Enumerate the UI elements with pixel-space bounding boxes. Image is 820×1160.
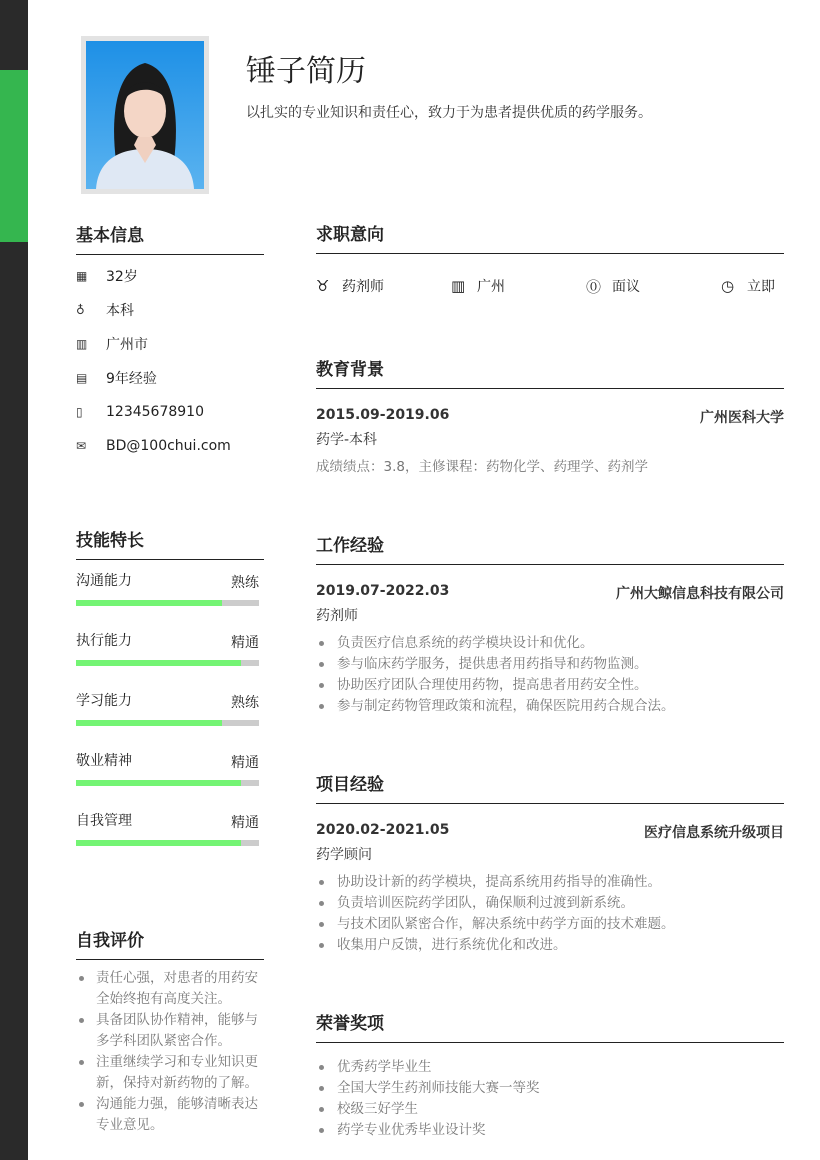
edu-school: 广州医科大学 bbox=[700, 410, 784, 426]
list-item: 全国大学生药剂师技能大赛一等奖 bbox=[316, 1078, 784, 1099]
skill-bar bbox=[76, 780, 259, 786]
info-text: BD@100chui.com bbox=[106, 438, 231, 454]
basic-info-section bbox=[76, 221, 264, 463]
info-item bbox=[76, 259, 264, 293]
skill-bar bbox=[76, 840, 259, 846]
skill-item bbox=[76, 810, 264, 860]
section-title: 工作经验 bbox=[316, 531, 784, 565]
job-intent-section bbox=[316, 220, 784, 298]
info-text: 12345678910 bbox=[106, 404, 204, 420]
intent-item bbox=[586, 276, 721, 297]
project-section bbox=[316, 770, 784, 956]
yuan-icon: ⓪ bbox=[586, 277, 602, 296]
mail-icon: ✉ bbox=[76, 439, 87, 453]
list-item: 参与临床药学服务，提供患者用药指导和药物监测。 bbox=[316, 654, 784, 675]
list-item: 药学专业优秀毕业设计奖 bbox=[316, 1120, 784, 1141]
skill-name: 敬业精神 bbox=[76, 753, 132, 769]
list-item: 与技术团队紧密合作，解决系统中药学方面的技术难题。 bbox=[316, 914, 784, 935]
work-role: 药剂师 bbox=[316, 608, 358, 624]
info-item bbox=[76, 361, 264, 395]
skill-bar-fill bbox=[76, 600, 222, 606]
edu-desc: 成绩绩点：3.8，主修课程：药物化学、药理学、药剂学 bbox=[316, 459, 648, 475]
intent-text: 面议 bbox=[612, 279, 640, 295]
tie-icon: ♉ bbox=[316, 277, 330, 295]
intent-item bbox=[721, 276, 775, 296]
skill-level: 精通 bbox=[231, 815, 259, 831]
work-date: 2019.07-2022.03 bbox=[316, 583, 450, 599]
list-item: 协助设计新的药学模块，提高系统用药指导的准确性。 bbox=[316, 872, 784, 893]
skills-section bbox=[76, 526, 264, 860]
skill-item bbox=[76, 630, 264, 680]
honors-section bbox=[316, 1009, 784, 1141]
skill-bar-fill bbox=[76, 840, 241, 846]
skill-bar bbox=[76, 660, 259, 666]
project-name: 医疗信息系统升级项目 bbox=[644, 825, 784, 841]
resume-motto: 以扎实的专业知识和责任心，致力于为患者提供优质的药学服务。 bbox=[246, 105, 652, 121]
skill-level: 熟练 bbox=[231, 695, 259, 711]
skill-level: 精通 bbox=[231, 755, 259, 771]
skill-level: 精通 bbox=[231, 635, 259, 651]
edu-major: 药学-本科 bbox=[316, 432, 378, 448]
project-role: 药学顾问 bbox=[316, 847, 372, 863]
section-title: 基本信息 bbox=[76, 221, 264, 255]
edu-date: 2015.09-2019.06 bbox=[316, 407, 450, 423]
phone-icon: ▯ bbox=[76, 405, 83, 419]
skill-item bbox=[76, 570, 264, 620]
skill-name: 自我管理 bbox=[76, 813, 132, 829]
profile-photo bbox=[81, 36, 209, 194]
list-item: 沟通能力强，能够清晰表达专业意见。 bbox=[76, 1094, 264, 1136]
info-item bbox=[76, 429, 264, 463]
list-item: 协助医疗团队合理使用药物，提高患者用药安全性。 bbox=[316, 675, 784, 696]
work-section bbox=[316, 531, 784, 717]
section-title: 项目经验 bbox=[316, 770, 784, 804]
skill-item bbox=[76, 750, 264, 800]
section-title: 求职意向 bbox=[316, 220, 784, 254]
info-text: 本科 bbox=[106, 303, 134, 319]
intent-text: 立即 bbox=[747, 279, 775, 295]
intent-text: 药剂师 bbox=[342, 279, 384, 295]
list-item: 负责医疗信息系统的药学模块设计和优化。 bbox=[316, 633, 784, 654]
list-item: 优秀药学毕业生 bbox=[316, 1057, 784, 1078]
info-item bbox=[76, 327, 264, 361]
intent-item bbox=[316, 276, 451, 296]
section-title: 荣誉奖项 bbox=[316, 1009, 784, 1043]
portrait-image bbox=[86, 41, 204, 189]
list-item: 校级三好学生 bbox=[316, 1099, 784, 1120]
education-section bbox=[316, 355, 784, 475]
skill-bar bbox=[76, 600, 259, 606]
skill-bar bbox=[76, 720, 259, 726]
calendar-icon: ▦ bbox=[76, 269, 88, 283]
project-date: 2020.02-2021.05 bbox=[316, 822, 450, 838]
intent-item bbox=[451, 276, 586, 296]
list-item: 责任心强，对患者的用药安全始终抱有高度关注。 bbox=[76, 968, 264, 1010]
list-item: 收集用户反馈，进行系统优化和改进。 bbox=[316, 935, 784, 956]
skill-item bbox=[76, 690, 264, 740]
city-icon: ▥ bbox=[451, 277, 466, 295]
clipboard-icon: ▤ bbox=[76, 371, 88, 385]
info-text: 9年经验 bbox=[106, 371, 157, 387]
list-item: 具备团队协作精神，能够与多学科团队紧密合作。 bbox=[76, 1010, 264, 1052]
skill-level: 熟练 bbox=[231, 575, 259, 591]
info-text: 32岁 bbox=[106, 269, 138, 285]
section-title: 技能特长 bbox=[76, 526, 264, 560]
self-eval-section bbox=[76, 926, 264, 1136]
skill-bar-fill bbox=[76, 780, 241, 786]
accent-block bbox=[0, 70, 28, 242]
info-item bbox=[76, 395, 264, 429]
skill-bar-fill bbox=[76, 660, 241, 666]
skill-name: 沟通能力 bbox=[76, 573, 132, 589]
list-item: 负责培训医院药学团队，确保顺利过渡到新系统。 bbox=[316, 893, 784, 914]
work-company: 广州大鲸信息科技有限公司 bbox=[616, 586, 784, 602]
skill-name: 执行能力 bbox=[76, 633, 132, 649]
resume-name: 锤子简历 bbox=[246, 54, 366, 89]
info-text: 广州市 bbox=[106, 337, 148, 353]
clock-icon: ◷ bbox=[721, 277, 735, 295]
skill-name: 学习能力 bbox=[76, 693, 132, 709]
building-icon: ▥ bbox=[76, 337, 88, 351]
intent-text: 广州 bbox=[477, 279, 505, 295]
section-title: 自我评价 bbox=[76, 926, 264, 960]
list-item: 参与制定药物管理政策和流程，确保医院用药合规合法。 bbox=[316, 696, 784, 717]
graduation-cap-icon: ♁ bbox=[76, 303, 85, 317]
skill-bar-fill bbox=[76, 720, 222, 726]
section-title: 教育背景 bbox=[316, 355, 784, 389]
list-item: 注重继续学习和专业知识更新，保持对新药物的了解。 bbox=[76, 1052, 264, 1094]
info-item bbox=[76, 293, 264, 327]
